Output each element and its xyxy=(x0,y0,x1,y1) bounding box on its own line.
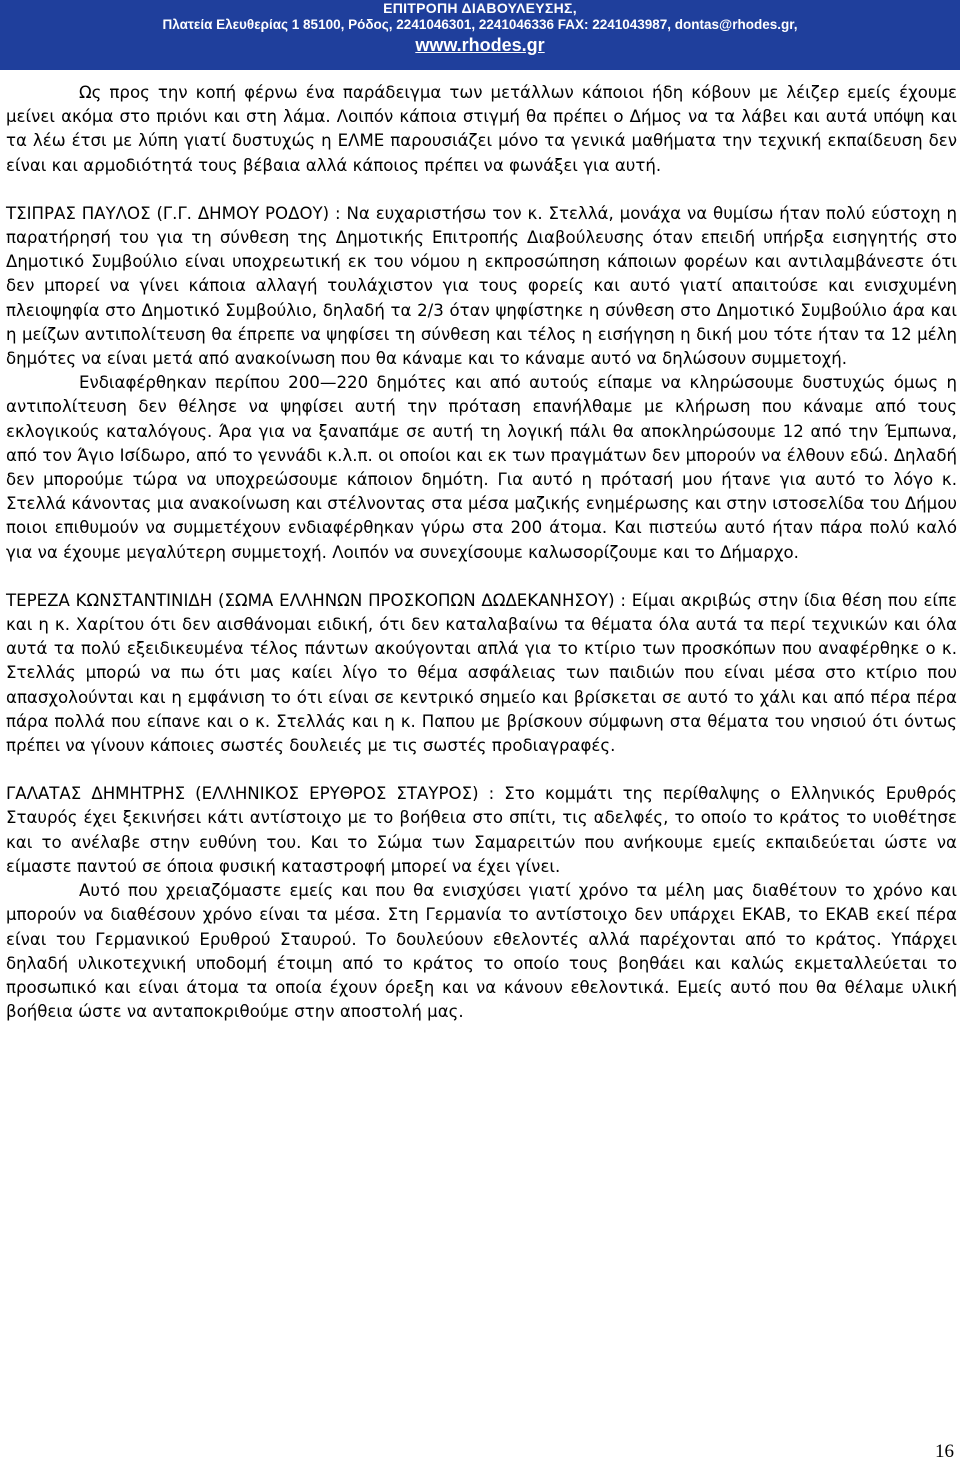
paragraph: Αυτό που χρειαζόμαστε εμείς και που θα ενισχύσει γιατί χρόνο τα μέλη μας διαθέτουν το χρόνο και μπορούν να διαθέσουν χρόνο είναι τα μέσα. Στη Γερμανία το αντίστοιχο δεν υπάρχει ΕΚΑΒ, το ΕΚΑΒ εκεί πέρα είναι του Γερμανικού Ερυθρού Σταυρού. Το δουλεύουν εθελοντές αλλά παρέχονται από το κράτος. Υπάρχει δηλαδή υλικοτεχνική υποδομή έτοιμη από το κράτος το οποίο τους βοηθάει και καλώς εκμεταλλεύεται το προσωπικό και είναι άτομα τα οποία έχουν όρεξη και να κάνουν εθελοντικά. Εμείς αυτό που θα θέλαμε υλική βοήθεια ώστε να ανταποκριθούμε στην αποστολή μας. xyxy=(6,881,957,1022)
paragraph: ΤΣΙΠΡΑΣ ΠΑΥΛΟΣ (Γ.Γ. ΔΗΜΟΥ ΡΟΔΟΥ) : Να ευχαριστήσω τον κ. Στελλά, μονάχα να θυμίσω ήταν πολύ εύστοχη η παρατήρησή του για τη σύνθεση της Δημοτικής Επιτροπής Διαβούλευσης όταν επειδή υπήρξα εισηγητής στο Δημοτικό Συμβούλιο είναι υποχρεωτική εκ του νόμου η εκπροσώπηση κάποιων φορέων και αντιλαμβάνεστε ότι δεν μπορεί να γίνει κάποια αλλαγή τουλάχιστον για τους φορείς και αυτό γιατί απαιτούσε και ενισχυμένη πλειοψηφία στο Δημοτικό Συμβούλιο, δηλαδή τα 2/3 όταν ψηφίστηκε η σύνθεση στο Δημοτικό Συμβούλιο άρα και η μείζων αντιπολίτευση θα έπρεπε να ψηφίσει τη σύνθεση και τέλος η εισήγηση η δική μου τότε ήταν τα 12 μέλη δημότες να είναι μετά από ανακοίνωση που θα κάναμε και το κάναμε αυτό να δηλώσουν συμμετοχή. xyxy=(6,203,957,369)
header-contact-info: Πλατεία Ελευθερίας 1 85100, Ρόδος, 2241046301, 2241046336 FAX: 2241043987, dontas@rhodes.gr, xyxy=(162,17,798,32)
paragraph: Ενδιαφέρθηκαν περίπου 200—220 δημότες και από αυτούς είπαμε να κληρώσουμε δυστυχώς όμως η αντιπολίτευση δεν θέλησε να ψηφίσει αυτή την πρόταση επανήλθαμε με κλήρωση που κάναμε από τους εκλογικούς καταλόγους. Άρα για να ξαναπάμε σε αυτή τη λογική πάλι θα αποκληρώσουμε 12 από την Έμπωνα, από τον Άγιο Ισίδωρο, από το γεννάδι κ.λ.π. οι οποίοι και εκ των πραγμάτων δεν μπορούν να έλθουν εδώ. Δηλαδή δεν μπορούμε τώρα να υποχρεώσουμε κάποιον δημότη. Για αυτό η πρότασή μου ήτανε για αυτό το λόγο κ. Στελλά κάνοντας μια ανακοίνωση και στέλνοντας στα μέσα μαζικής ενημέρωσης και στην ιστοσελίδα του Δήμου ποιοι επιθυμούν να συμμετέχουν ενδιαφέρθηκαν γύρω στα 200 άτομα. Και πιστεύω αυτό ήταν πάρα πολύ καλό για να έχουμε μεγαλύτερη συμμετοχή. Λοιπόν να συνεχίσουμε καλωσορίζουμε και το Δήμαρχο. xyxy=(6,373,957,562)
paragraph: ΓΑΛΑΤΑΣ ΔΗΜΗΤΡΗΣ (ΕΛΛΗΝΙΚΟΣ ΕΡΥΘΡΟΣ ΣΤΑΥΡΟΣ) : Στο κομμάτι της περίθαλψης ο Ελληνικός Ερυθρός Σταυρός έχει ξεκινήσει κάτι αντίστοιχο με το βοήθεια στο σπίτι, τις αδελφές, το οποίο το κράτος το υιοθέτησε και το ανέλαβε στην ευθύνη του. Και το Σώμα των Σαμαρειτών που ανήκουμε εμείς εκπαιδεύεται ώστε να είμαστε παντού σε όποια φυσική καταστροφή μπορεί να έχει γίνει. xyxy=(6,784,957,876)
document-body xyxy=(6,81,957,1024)
document-header xyxy=(0,0,960,70)
header-title: ΕΠΙΤΡΟΠΗ ΔΙΑΒΟΥΛΕΥΣΗΣ, xyxy=(383,0,577,16)
paragraph-spacer xyxy=(6,758,957,782)
page-number: 16 xyxy=(935,1441,954,1462)
paragraph: Ως προς την κοπή φέρνω ένα παράδειγμα των μετάλλων κάποιοι ήδη κόβουν με λέιζερ εμείς έχουμε μείνει ακόμα στο πριόνι και στη λάμα. Λοιπόν κάποια στιγμή θα πρέπει ο Δήμος να τα λάβει και αυτά υπόψη και τα λέω έτσι με λύπη γιατί δυστυχώς η ΕΛΜΕ παρουσιάζει μόνο τα γενικά μαθήματα την τεχνική εκπαίδευση δεν είναι και αρμοδιότητά τους βέβαια αλλά κάποιος πρέπει να φωνάξει για αυτή. xyxy=(6,83,957,175)
paragraph-spacer xyxy=(6,565,957,589)
paragraph-spacer xyxy=(6,178,957,202)
paragraph: ΤΕΡΕΖΑ ΚΩΝΣΤΑΝΤΙΝΙΔΗ (ΣΩΜΑ ΕΛΛΗΝΩΝ ΠΡΟΣΚΟΠΩΝ ΔΩΔΕΚΑΝΗΣΟΥ) : Είμαι ακριβώς στην ίδια θέση που είπε και η κ. Χαρίτου ότι δεν αισθάνομαι ειδική, ότι δεν καταλαβαίνω τα θέματα όλα αυτά τα περί τεχνικών και όλα αυτά τα πολύ εξειδικευμένα τέλος πάντων ακούγονται απλά για το κτίριο των προσκόπων που αναφέρθηκε ο κ. Στελλάς μπορώ να πω ότι μας καίει λίγο το θέμα ασφάλειας των παιδιών που είναι μέσα στο κτίριο που απασχολούνται και η εμφάνιση το ότι είναι σε κεντρικό σημείο και βρίσκεται σε αυτό το χάλι και από πέρα πέρα πάρα πολλά που είπανε και ο κ. Στελλάς και η κ. Παπου με βρίσκουν σύμφωνη στα θέματα του νησιού ότι όντως πρέπει να γίνουν κάποιες σωστές δουλειές με τις σωστές προδιαγραφές. xyxy=(6,590,957,756)
website-link[interactable]: www.rhodes.gr xyxy=(415,35,545,55)
